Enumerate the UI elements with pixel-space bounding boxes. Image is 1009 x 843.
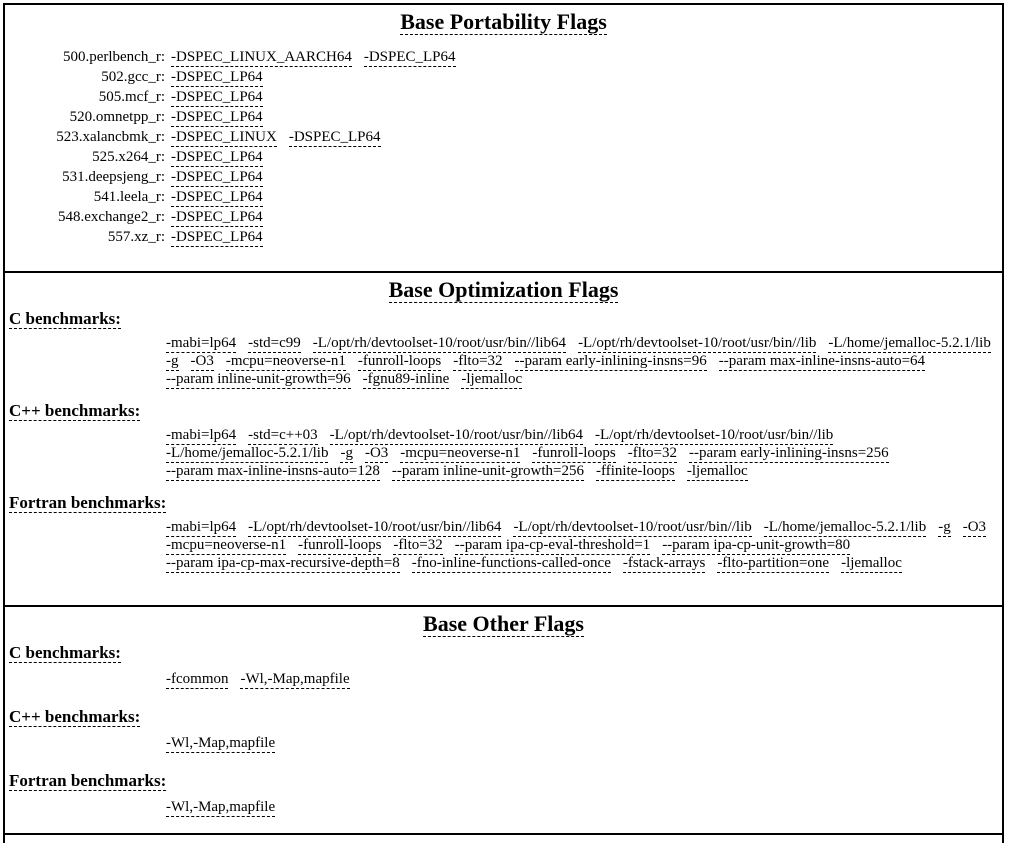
flag-link[interactable]: -mcpu=neoverse-n1 — [225, 353, 346, 369]
flag-link[interactable]: --param ipa-cp-max-recursive-depth=8 — [166, 555, 400, 571]
flag-link[interactable]: -flto=32 — [453, 353, 503, 369]
flag-link[interactable]: -L/opt/rh/devtoolset-10/root/usr/bin//lib — [578, 335, 817, 351]
cpp-benchmarks-heading — [5, 401, 1002, 421]
portability-title-link[interactable]: Base Portability Flags — [400, 9, 607, 34]
optimization-section — [5, 271, 1002, 605]
flag-link[interactable]: -mabi=lp64 — [166, 427, 237, 443]
table-row — [5, 67, 1002, 87]
flag-link[interactable]: -DSPEC_LINUX_AARCH64 — [171, 49, 352, 65]
flag-link[interactable]: --param max-inline-insns-auto=128 — [166, 463, 380, 479]
flag-link[interactable]: -DSPEC_LP64 — [171, 149, 263, 165]
flag-link[interactable]: -flto=32 — [393, 537, 443, 553]
flag-link[interactable]: -ljemalloc — [686, 463, 748, 479]
c-other-flags — [166, 671, 1004, 689]
flag-link[interactable]: -mcpu=neoverse-n1 — [166, 537, 287, 553]
flag-list — [171, 187, 275, 207]
flag-link[interactable]: -Wl,-Map,mapfile — [166, 799, 276, 815]
flag-link[interactable]: -L/opt/rh/devtoolset-10/root/usr/bin//lib — [594, 427, 834, 443]
fortran-optimization-flags — [166, 519, 1004, 573]
flag-link[interactable]: -ffinite-loops — [596, 463, 675, 479]
flag-link[interactable]: -L/opt/rh/devtoolset-10/root/usr/bin//lib — [513, 519, 752, 535]
flag-link[interactable]: --param max-inline-insns-auto=64 — [718, 353, 926, 369]
flag-link[interactable]: -fcommon — [166, 671, 229, 687]
optimization-title — [5, 273, 1002, 303]
table-row — [5, 187, 1002, 207]
benchmark-name: 520.omnetpp_r: — [69, 109, 165, 125]
table-row — [5, 227, 1002, 247]
flag-link[interactable]: -DSPEC_LP64 — [171, 89, 263, 105]
flag-list — [171, 127, 393, 147]
flag-link[interactable]: -mcpu=neoverse-n1 — [400, 445, 521, 461]
fortran-benchmarks-heading — [5, 493, 1002, 513]
flag-list — [171, 67, 275, 87]
portability-list — [5, 47, 1002, 247]
flag-link[interactable]: -DSPEC_LP64 — [288, 129, 381, 145]
cpp-optimization-flags — [166, 427, 1004, 481]
other-title-link[interactable]: Base Other Flags — [423, 611, 584, 636]
flag-link[interactable]: -g — [340, 445, 353, 461]
flag-list — [171, 227, 275, 247]
benchmark-name: 523.xalancbmk_r: — [56, 129, 165, 145]
cpp-benchmarks-heading — [5, 707, 1002, 727]
flag-link[interactable]: -O3 — [364, 445, 389, 461]
flag-link[interactable]: -mabi=lp64 — [166, 519, 237, 535]
flag-link[interactable]: -DSPEC_LP64 — [171, 69, 263, 85]
flag-link[interactable]: -flto-partition=one — [717, 555, 830, 571]
flag-link[interactable]: -L/opt/rh/devtoolset-10/root/usr/bin//lib64 — [248, 519, 502, 535]
flag-link[interactable]: -ljemalloc — [841, 555, 902, 571]
benchmark-name: 557.xz_r: — [107, 229, 165, 245]
flags-report — [3, 3, 1004, 843]
section-divider — [5, 833, 1002, 835]
flag-link[interactable]: -O3 — [190, 353, 214, 369]
flag-link[interactable]: -DSPEC_LP64 — [171, 189, 263, 205]
c-benchmarks-heading — [5, 643, 1002, 663]
c-optimization-flags — [166, 335, 1004, 389]
flag-link[interactable]: -ljemalloc — [461, 371, 523, 387]
flag-link[interactable]: -g — [166, 353, 179, 369]
flag-link[interactable]: --param inline-unit-growth=256 — [391, 463, 584, 479]
flag-list — [171, 47, 468, 67]
fortran-benchmarks-link[interactable]: Fortran benchmarks: — [9, 493, 167, 512]
c-benchmarks-heading — [5, 309, 1002, 329]
flag-link[interactable]: -O3 — [962, 519, 987, 535]
c-benchmarks-link[interactable]: C benchmarks: — [9, 643, 121, 662]
flag-link[interactable]: -DSPEC_LP64 — [171, 209, 263, 225]
table-row — [5, 127, 1002, 147]
flag-link[interactable]: -fgnu89-inline — [362, 371, 450, 387]
benchmark-name: 500.perlbench_r: — [62, 49, 165, 65]
fortran-benchmarks-link[interactable]: Fortran benchmarks: — [9, 771, 167, 790]
flag-link[interactable]: -Wl,-Map,mapfile — [240, 671, 350, 687]
benchmark-name: 525.x264_r: — [92, 149, 165, 165]
flag-link[interactable]: -mabi=lp64 — [166, 335, 237, 351]
flag-link[interactable]: -DSPEC_LP64 — [171, 169, 263, 185]
portability-title — [5, 5, 1002, 35]
flag-link[interactable]: -flto=32 — [627, 445, 678, 461]
flag-list — [171, 87, 275, 107]
benchmark-name: 505.mcf_r: — [98, 89, 165, 105]
optimization-title-link[interactable]: Base Optimization Flags — [388, 277, 619, 302]
portability-section — [5, 5, 1002, 271]
table-row — [5, 87, 1002, 107]
flag-link[interactable]: -Wl,-Map,mapfile — [166, 735, 276, 751]
flag-link[interactable]: --param ipa-cp-unit-growth=80 — [662, 537, 851, 553]
other-section — [5, 605, 1002, 833]
flag-link[interactable]: -L/home/jemalloc-5.2.1/lib — [828, 335, 991, 351]
benchmark-name: 548.exchange2_r: — [57, 209, 165, 225]
other-title — [5, 607, 1002, 637]
benchmark-name: 502.gcc_r: — [101, 69, 165, 85]
flag-link[interactable]: -L/opt/rh/devtoolset-10/root/usr/bin//lib64 — [329, 427, 583, 443]
cpp-other-flags — [166, 735, 1004, 753]
flag-link[interactable]: -L/home/jemalloc-5.2.1/lib — [166, 445, 329, 461]
table-row — [5, 107, 1002, 127]
c-benchmarks-link[interactable]: C benchmarks: — [9, 309, 121, 328]
flag-link[interactable]: -L/opt/rh/devtoolset-10/root/usr/bin//lib64 — [312, 335, 567, 351]
table-row — [5, 167, 1002, 187]
fortran-other-flags — [166, 799, 1004, 817]
cpp-benchmarks-link[interactable]: C++ benchmarks: — [9, 707, 141, 726]
flag-link[interactable]: -std=c++03 — [248, 427, 318, 443]
flag-link[interactable]: --param inline-unit-growth=96 — [166, 371, 351, 387]
flag-link[interactable]: -g — [938, 519, 951, 535]
flag-list — [171, 147, 275, 167]
flag-list — [171, 207, 275, 227]
flag-link[interactable]: -DSPEC_LP64 — [171, 109, 263, 125]
flag-link[interactable]: -funroll-loops — [532, 445, 616, 461]
flag-link[interactable]: -DSPEC_LP64 — [171, 229, 263, 245]
cpp-benchmarks-link[interactable]: C++ benchmarks: — [9, 401, 141, 420]
flag-link[interactable]: -funroll-loops — [357, 353, 442, 369]
benchmark-name: 531.deepsjeng_r: — [62, 169, 165, 185]
table-row — [5, 207, 1002, 227]
flag-list — [171, 167, 275, 187]
flag-link[interactable]: --param early-inlining-insns=256 — [689, 445, 889, 461]
flag-link[interactable]: -funroll-loops — [298, 537, 382, 553]
flag-link[interactable]: -fstack-arrays — [622, 555, 706, 571]
flag-link[interactable]: -fno-inline-functions-called-once — [411, 555, 611, 571]
flag-link[interactable]: -DSPEC_LINUX — [171, 129, 277, 145]
flag-link[interactable]: --param ipa-cp-eval-threshold=1 — [454, 537, 651, 553]
flag-list — [171, 107, 275, 127]
flag-link[interactable]: -std=c99 — [248, 335, 301, 351]
benchmark-name: 541.leela_r: — [93, 189, 165, 205]
flag-link[interactable]: -L/home/jemalloc-5.2.1/lib — [763, 519, 927, 535]
table-row — [5, 147, 1002, 167]
flag-link[interactable]: --param early-inlining-insns=96 — [514, 353, 707, 369]
table-row — [5, 47, 1002, 67]
fortran-benchmarks-heading — [5, 771, 1002, 791]
flag-link[interactable]: -DSPEC_LP64 — [363, 49, 456, 65]
